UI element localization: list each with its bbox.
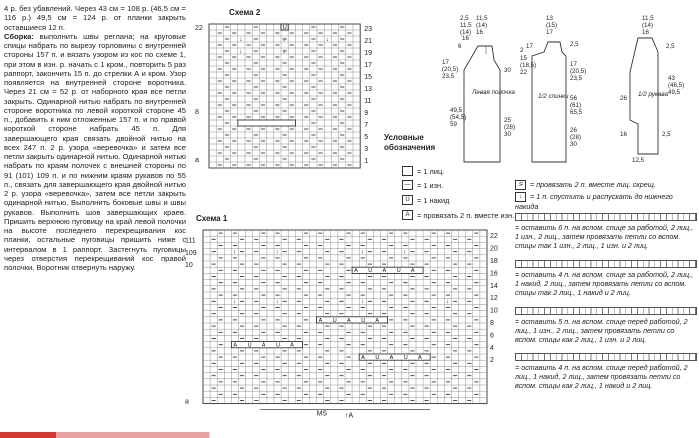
row-number: 23 (364, 26, 372, 33)
row-number: 8 (490, 320, 494, 327)
cable-mark: U (332, 317, 337, 324)
dimension-label: 56 (570, 95, 577, 102)
row-number: 13 (364, 86, 372, 93)
drop-stitch-symbol: ↓ (515, 192, 526, 202)
purl-symbol: — (402, 180, 413, 190)
cable-mark: A (233, 342, 238, 349)
cable-mark: U (403, 355, 408, 361)
row-number: 16 (490, 270, 498, 278)
dimension-label: (28) (570, 134, 582, 141)
dimension-label: 22 (520, 69, 527, 76)
cable-5-front-symbol (515, 307, 697, 315)
front-label: Левая полочка (472, 89, 515, 96)
yarn-over-symbol: U (402, 195, 413, 205)
drop-arrow: ↓ (403, 249, 407, 256)
row-number-left: a (185, 398, 189, 406)
dimension-label: 23,5 (442, 73, 455, 80)
cable-band (238, 120, 296, 126)
drop-arrow: ↓ (232, 299, 236, 306)
dimension-label: 49,5 (668, 89, 681, 96)
key-cable-4-front: = оставить 4 п. на вспом. спице перед работой, 2 лиц., 1 накид, 2 лиц., затем провязать петли со вспом. спицы как 2 лиц., 1 накид и 2 лиц. (515, 353, 697, 390)
back-label: 1/2 спинки (538, 93, 569, 100)
cable-mark: A (347, 317, 351, 324)
key-cable-6: = оставить 6 п. на вспом. спице за работой, 2 лиц., 1 изн., 2 лиц., затем провязать петли со вспом. спицы так 1 изн., 2 лиц., 1 изн. и 2 лиц. (515, 213, 697, 250)
cable-mark: A (418, 355, 422, 361)
garment-schematics (420, 12, 698, 172)
p2tog-symbol: A (402, 210, 413, 220)
dimension-label: 2,5 (570, 41, 579, 48)
dimension-label: (14) (642, 22, 654, 29)
dimension-label: 15 (520, 55, 527, 62)
schema1-chart (185, 224, 515, 430)
schema1-title: Схема 1 (196, 214, 228, 223)
yo-mark: U (282, 25, 287, 31)
dimension-label: 30 (504, 131, 511, 138)
dimension-label: 30 (504, 67, 511, 74)
row-number: 9 (364, 110, 369, 117)
dimension-label: 11,5 (460, 22, 472, 29)
row-number-left: 10 (185, 262, 193, 270)
dimension-label: 17 (546, 29, 553, 36)
dimension-label: (15) (546, 22, 558, 29)
row-number-left: 109 (185, 249, 197, 257)
dimension-label: 12,5 (632, 157, 645, 164)
dimension-label: 59 (450, 121, 457, 128)
row-number: 18 (490, 258, 498, 265)
row-number: 15 (364, 74, 372, 81)
cable-4-back-symbol (515, 260, 697, 268)
dimension-label: 49,5 (450, 107, 463, 114)
k2tog-tbl-symbol: ⋝ (515, 180, 526, 190)
cable-mark: A (361, 355, 365, 361)
legend-item-purl: — = 1 изн. (402, 180, 443, 190)
cable-mark: A (318, 317, 323, 324)
dimension-label: 16 (462, 35, 469, 42)
dimension-label: 2,5 (460, 15, 469, 22)
dimension-label: 26 (570, 127, 577, 134)
dimension-label: 30 (570, 141, 577, 148)
drop-arrow: ↓ (232, 249, 236, 256)
dimension-label: (28) (504, 124, 516, 131)
dimension-label: (20,5) (442, 66, 459, 73)
schema2-title: Схема 2 (229, 8, 261, 17)
legend-item-yo: U = 1 накид (402, 195, 449, 205)
cable-6-symbol (515, 213, 697, 221)
cable-mark: A (261, 342, 266, 349)
drop-arrow: ↓ (360, 299, 364, 306)
cable-mark: U (375, 355, 380, 361)
assembly-heading: Сборка: (4, 31, 34, 41)
dimension-label: 17 (526, 43, 533, 50)
key-k2tog-tbl: ⋝ = провязать 2 п. вместе лиц. скрещ. (515, 180, 697, 190)
row-number: 7 (364, 122, 369, 129)
dimension-label: 16 (642, 29, 649, 36)
cable-mark: A (290, 342, 294, 349)
cable-mark: U (396, 268, 401, 275)
arrow-a-label: ↑A (345, 412, 354, 420)
drop-arrow: ↓ (360, 249, 364, 256)
row-number: 14 (490, 282, 498, 290)
sleeve-label: 1/2 рукава (638, 91, 669, 98)
cable-mark: A (375, 317, 380, 324)
legend-title: Условные обозначения (384, 133, 436, 152)
schema2-chart (195, 20, 385, 200)
instructions-text (4, 4, 186, 272)
dimension-label: (54,5) (450, 114, 467, 121)
dimension-label: 2,5 (666, 43, 675, 50)
dimension-label: 16 (476, 29, 483, 36)
front-outline (464, 46, 500, 162)
drop-arrow: ↓ (282, 37, 286, 43)
dimension-label: 25 (504, 117, 511, 124)
row-number: 4 (490, 344, 494, 352)
row-number: 12 (490, 295, 498, 303)
cable-4-front-symbol (515, 353, 697, 361)
row-number: 22 (490, 233, 498, 241)
key-cable-5-front: = оставить 5 п. на вспом. спице перед работой, 2 лиц., 1 изн., 2 лиц., затем провязать петли со вспом. спицы как 2 лиц., 1 изн. и 2 лиц. (515, 307, 697, 344)
row-number: 6 (490, 332, 494, 340)
dimension-label: 17 (442, 59, 449, 66)
row-number: 19 (364, 50, 372, 57)
row-number-left: 22 (195, 25, 203, 32)
drop-arrow: ↓ (275, 249, 279, 256)
dimension-label: 16 (620, 131, 627, 138)
drop-arrow: ↓ (239, 37, 243, 43)
cable-mark: A (382, 268, 387, 275)
key-cable-4-back: = оставить 4 п. на вспом. спице за работой, 2 лиц., 1 накид, 2 лиц., затем провязать петли со вспом. спицы так 2 лиц., 1 накид и 2 лиц. (515, 260, 697, 297)
dimension-label: 65,5 (570, 109, 583, 116)
dimension-label: 23,5 (570, 75, 583, 82)
cable-mark: U (247, 342, 252, 349)
dimension-label: (20,5) (570, 68, 587, 75)
key-drop-stitch: ↓ = 1 п. спустить и распускать до нижнего накида (515, 192, 673, 212)
paragraph-1: 4 р. без убавлений. Через 43 см = 108 р. (46,5 см = 116 р.) 49,5 см = 124 р. от планки закрыть оставшиеся 12 п. (4, 4, 186, 32)
drop-arrow: ↓ (275, 299, 279, 306)
dimension-label: 17 (570, 61, 577, 68)
row-number-left: 8 (195, 109, 199, 116)
back-outline (532, 42, 566, 162)
row-number-left: 111 (185, 237, 196, 245)
dimension-label: 11,5 (642, 15, 654, 22)
cable-mark: A (410, 268, 415, 275)
cable-mark: A (354, 268, 358, 275)
assembly-text: выполнить швы реглана; на круговые спицы набрать по вырезу горловины с внутренней стороны 157 п. и вязать узором из кос по схеме 1, при этом в изн. р. начать с 1 кром., повторить 5 раз раппорт, закончить 15 п. до стрелки А и кром. Узор появляется на внутренней стороне воротника. Через 21 см = 52 р. от наборного края все петли закрыть. Одинарной нитью набрать по внутренней стороне воротника по левой короткой стороне 45 п., добавить к ним отложенные 157 п. и по правой короткой стороне набрать 45 п. Для завершающего края связать двойной нитью на всех 247 п. 2 р. узора «веревочка» и затем все петли закрыть одинарной нитью. Одинарной нитью набрать по краям полочек с внешней стороны по 91 (101) 109 п. и по нижним краям рукавов по 55 п., связать для завершающего края двойной нитью 2 р. узора «веревочка», затем все петли закрыть одинарной нитью. Выполнить боковые швы и швы рукавов. Выполнить шов завершающих краев. Пришить верхнюю пуговицу на край левой полочки на высоте последнего перекрещивания кос планки, остальные пуговицы пришить ниже с интервалом в 1 раппорт. Застегнуть пуговицы через отверстия перекрещиваний кос правой полочки. Воротник отвернуть наружу. (4, 31, 186, 272)
cable-mark: U (361, 317, 366, 324)
cable-mark: U (368, 268, 373, 275)
ms-label: MS (316, 410, 328, 418)
row-number: 1 (364, 158, 369, 165)
dimension-label: (18,5) (520, 62, 537, 69)
row-number: 2 (490, 357, 494, 365)
dimension-label: 43 (668, 75, 675, 82)
dimension-label: 2 (520, 47, 524, 54)
row-number: 10 (490, 307, 498, 315)
knit-symbol (402, 166, 413, 176)
row-number: 11 (364, 98, 372, 105)
dimension-label: (14) (460, 29, 472, 36)
cable-mark: A (389, 355, 394, 361)
drop-arrow: ↓ (325, 37, 329, 43)
cable-mark: U (276, 342, 280, 349)
drop-arrow: ↓ (239, 49, 243, 55)
row-number: 20 (490, 245, 498, 253)
drop-arrow: ↓ (445, 299, 449, 306)
row-number: 5 (364, 134, 369, 141)
row-number: 17 (364, 62, 372, 69)
dimension-label: 6 (458, 43, 462, 50)
dimension-label: (61) (570, 102, 582, 109)
dimension-label: (14) (476, 22, 488, 29)
dimension-label: 26 (620, 95, 627, 102)
legend-item-p2tog: A = провязать 2 п. вместе изн. (402, 210, 514, 220)
row-number: 3 (364, 146, 369, 153)
page-bottom-bar (0, 432, 699, 438)
paragraph-2 (4, 32, 186, 273)
dimension-label: 2,5 (662, 131, 671, 138)
drop-arrow: ↓ (282, 49, 286, 55)
row-number-left: a (195, 157, 199, 164)
legend-item-knit: = 1 лиц. (402, 166, 444, 176)
dimension-label: (46,5) (668, 82, 685, 89)
row-number: 21 (364, 38, 372, 45)
dimension-label: 13 (546, 15, 553, 22)
dimension-label: 11,5 (476, 15, 488, 22)
